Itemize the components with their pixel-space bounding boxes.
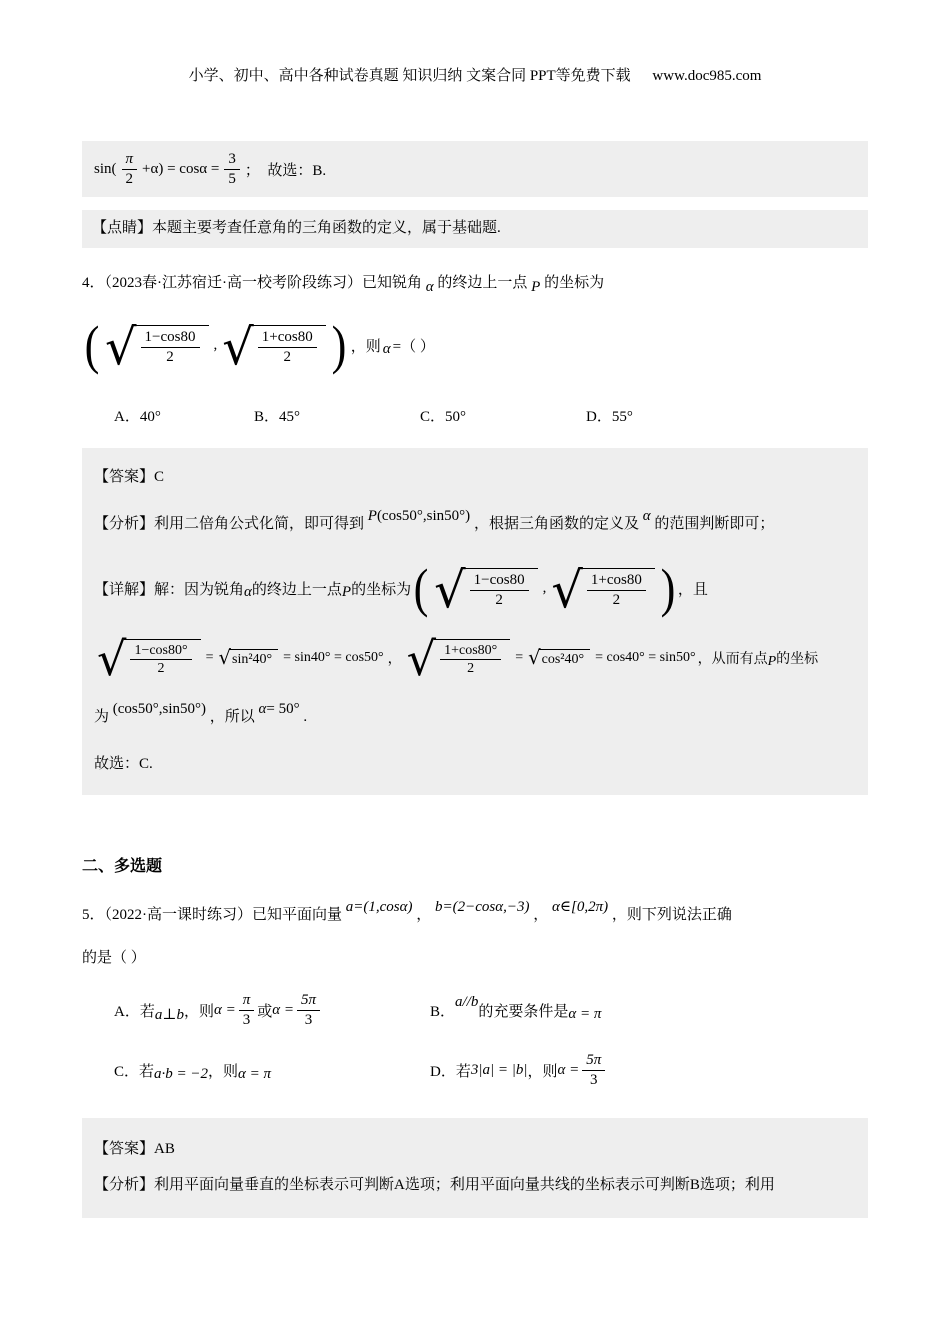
q5-stem-line1 [82, 899, 868, 930]
radical-sign: √ [551, 560, 583, 619]
option-prefix: A．若 [114, 1004, 155, 1021]
conclusion-choose-b: ； 故选：B. [244, 162, 327, 179]
radicand [135, 325, 209, 367]
option-c [114, 1060, 430, 1081]
denominator: 2 [258, 347, 317, 367]
numerator: 1−cos80 [144, 328, 196, 345]
comma: ， [387, 652, 402, 668]
q4-detail-line2 [94, 632, 856, 687]
alpha-symbol: α [425, 278, 434, 295]
denominator: 2 [440, 659, 501, 678]
equals-sign: = [205, 650, 214, 666]
comma: , [213, 337, 218, 353]
sqrt-cos-squared [528, 645, 590, 669]
radicand: sin²40° [229, 649, 278, 668]
big-right-paren: ) [331, 314, 347, 375]
q4-conclusion-line [94, 751, 856, 779]
analysis-text: 【分析】利用平面向量垂直的坐标表示可判断A选项；利用平面向量共线的坐标表示可判断B选项；利用 [94, 1177, 775, 1194]
option-d: D．55° [586, 408, 633, 425]
fraction [141, 328, 200, 367]
fraction-pi-over-2 [122, 150, 138, 189]
alpha-equals: α = [213, 1002, 236, 1019]
detail-text: 的终边上一点 [251, 582, 342, 599]
alpha-equals: α = [272, 1002, 294, 1019]
q5-answer-line [94, 1136, 856, 1164]
fraction [258, 328, 317, 367]
q5-options-row1 [82, 988, 868, 1034]
radicand [434, 639, 510, 678]
denominator: 2 [470, 590, 529, 610]
radical-sign: √ [97, 632, 127, 687]
radical-sign: √ [406, 632, 437, 687]
fraction [470, 571, 529, 610]
comma: ， [416, 907, 432, 924]
alpha-equals-50 [259, 696, 300, 724]
big-left-paren: ( [413, 558, 429, 618]
stem-text: 5．（2022·高一课时练习）已知平面向量 [82, 907, 342, 924]
q5-solution-block [82, 1118, 868, 1219]
condition-a-perp-b: a⊥b [154, 1007, 184, 1024]
numerator: 1+cos80° [444, 642, 498, 658]
fraction-5pi-3 [582, 1051, 605, 1090]
option-a: A．40° [114, 408, 161, 425]
denominator: 3 [239, 1010, 255, 1030]
denominator: 2 [122, 169, 138, 189]
detail-text: ，从而有点 [697, 652, 768, 668]
stem-text: 的终边上一点 [437, 274, 528, 291]
sqrt-one-plus-cos80 [551, 560, 655, 619]
header-url: www.doc985.com [652, 68, 762, 84]
radical-sign: √ [528, 645, 541, 669]
sqrt-sin-squared [218, 645, 279, 669]
math-sin-prefix: sin( [94, 160, 117, 177]
denominator: 3 [297, 1010, 320, 1030]
option-prefix: B． [430, 1004, 456, 1021]
sqrt-one-minus-cos80 [104, 317, 209, 376]
sqrt-one-plus-cos80deg [406, 632, 511, 687]
point-p-symbol: P [367, 508, 377, 525]
header-text: 小学、初中、高中各种试卷真题 知识归纳 文案合同 PPT等免费下载 [188, 68, 631, 84]
denominator: 5 [224, 169, 240, 189]
radicand [252, 325, 326, 367]
note-text: 【点睛】本题主要考查任意角的三角函数的定义，属于基础题. [92, 220, 501, 236]
answer-text: 【答案】AB [94, 1140, 175, 1157]
analysis-text: 的范围判断即可； [654, 516, 775, 533]
option-d [430, 1051, 608, 1090]
q4-detail-line1 [94, 558, 856, 619]
section-title-text: 二、多选题 [82, 858, 163, 876]
stem-text: ，则下列说法正确 [611, 907, 732, 924]
q4-answer-line [94, 464, 856, 492]
point-p-symbol: P [767, 654, 777, 670]
alpha-symbol: α [642, 508, 651, 525]
fraction [440, 642, 501, 678]
condition-a-parallel-b: a//b [455, 994, 479, 1011]
equals-sign: = [515, 650, 524, 666]
alpha-symbol: α [258, 700, 267, 717]
radicand: cos²40° [539, 649, 590, 668]
radicand [124, 639, 200, 678]
denominator: 2 [587, 590, 646, 610]
radicand [464, 568, 538, 610]
denominator: 3 [582, 1070, 605, 1090]
q3-solution-final-line [82, 141, 868, 197]
option-c: C．50° [420, 408, 467, 425]
period: . [303, 708, 308, 725]
stem-text: 的坐标为 [544, 274, 605, 291]
denominator: 2 [141, 347, 200, 367]
q4-coordinates-expression [82, 313, 868, 379]
alpha-symbol: α [244, 584, 252, 601]
q5-options-row2 [82, 1048, 868, 1094]
radical-sign: √ [104, 317, 137, 376]
sqrt-one-minus-cos80deg [97, 632, 201, 687]
alpha-equals: α = [557, 1062, 580, 1079]
coords-text: (cos50°,sin50°) [376, 508, 471, 525]
page-header [82, 0, 868, 85]
math-chain: = cos40° = sin50° [595, 650, 696, 666]
alpha-equals-pi: α = π [568, 1006, 602, 1023]
conclusion-text: 故选：C. [94, 756, 153, 773]
section-title-multiple-choice [82, 853, 868, 876]
numerator: 5π [586, 1052, 602, 1069]
then-text: ，则 [350, 339, 381, 355]
option-text: ，则 [208, 1064, 239, 1081]
fraction [130, 642, 191, 678]
detail-text: 的坐标 [776, 652, 819, 668]
option-b [430, 994, 602, 1023]
q4-stem [82, 270, 868, 298]
option-prefix: D．若 [430, 1064, 471, 1081]
point-p-symbol: P [341, 584, 352, 601]
q4-analysis-line [94, 508, 856, 539]
fraction [587, 571, 646, 610]
option-prefix: C．若 [114, 1064, 155, 1081]
numerator: 1+cos80 [590, 572, 642, 588]
numerator: π [242, 992, 251, 1009]
numerator: 5π [301, 992, 317, 1009]
option-text: ，则 [527, 1064, 558, 1081]
analysis-text: 【分析】利用二倍角公式化简，即可得到 [94, 516, 365, 533]
analysis-text: ，根据三角函数的定义及 [473, 516, 639, 533]
numerator: 1+cos80 [261, 328, 313, 345]
comma: , [542, 580, 547, 597]
q4-solution-block [82, 448, 868, 796]
condition-a-dot-b: a·b = −2 [154, 1066, 209, 1083]
detail-text: 【详解】解：因为锐角 [94, 582, 245, 599]
denominator: 2 [130, 659, 191, 678]
radicand [581, 568, 655, 610]
q4-detail-line3 [94, 700, 856, 732]
numerator: π [125, 150, 134, 167]
option-text: 或 [257, 1004, 273, 1021]
option-b: B．45° [254, 408, 301, 425]
sqrt-one-plus-cos80 [222, 317, 326, 376]
detail-text: ，所以 [209, 708, 255, 725]
vector-a-definition: a=(1,cosα) [345, 899, 413, 916]
sqrt-one-minus-cos80 [434, 560, 538, 619]
alpha-range: α∈[0,2π) [552, 899, 609, 916]
math-chain: = sin40° = cos50° [283, 650, 384, 666]
stem-text: 4．（2023春·江苏宿迁·高一校考阶段练习）已知锐角 [82, 274, 422, 291]
fraction-5pi-3 [297, 991, 320, 1030]
option-text: ，则 [183, 1004, 214, 1021]
alpha-equals-pi: α = π [238, 1066, 272, 1083]
big-right-paren: ) [660, 558, 676, 618]
math-mid-text: +α) = cosα = [142, 160, 220, 177]
option-text: 的充要条件是 [478, 1004, 569, 1021]
detail-text: 的坐标为 [351, 582, 412, 599]
alpha-symbol: α [382, 341, 391, 357]
detail-text: ，且 [677, 582, 708, 599]
q5-stem-line2 [82, 945, 868, 973]
answer-text: 【答案】C [94, 468, 165, 485]
value-text: = 50° [266, 700, 300, 717]
radical-sign: √ [222, 317, 254, 376]
q4-options-row [82, 405, 868, 426]
detail-text: 为 [94, 708, 110, 725]
point-p-coordinates [368, 503, 470, 531]
big-left-paren: ( [84, 314, 100, 375]
fraction-three-fifths [224, 150, 240, 189]
numerator: 3 [228, 150, 236, 167]
vector-b-definition: b=(2−cosα,−3) [435, 899, 530, 916]
numerator: 1−cos80° [134, 642, 188, 658]
fraction-pi-3 [239, 991, 255, 1030]
condition-magnitudes: 3|a| = |b| [470, 1062, 528, 1079]
q3-note-line [82, 210, 868, 248]
comma: ， [533, 907, 549, 924]
choice-blank: =（ ） [392, 339, 435, 355]
point-p-symbol: P [531, 278, 541, 295]
option-a [114, 991, 430, 1030]
q5-analysis-line [94, 1172, 856, 1200]
numerator: 1−cos80 [473, 572, 525, 588]
stem-text: 的是（ ） [82, 949, 146, 966]
radical-sign: √ [218, 645, 231, 669]
radical-sign: √ [434, 560, 466, 619]
coordinates-value: (cos50°,sin50°) [112, 700, 207, 717]
